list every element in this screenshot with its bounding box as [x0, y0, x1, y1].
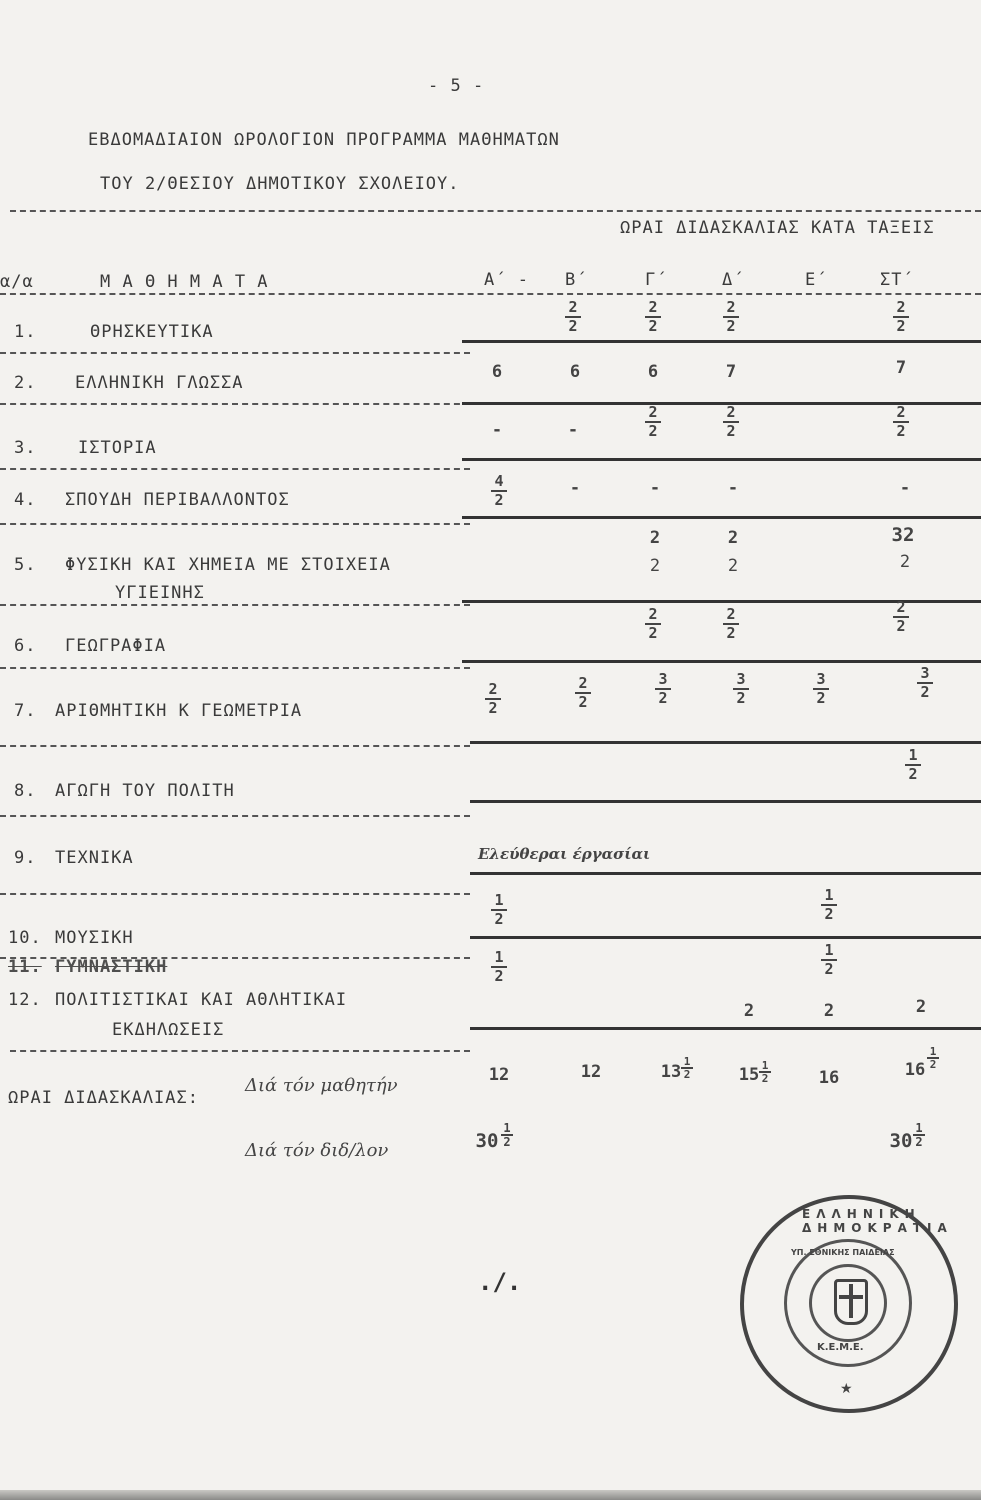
row-9-number: 9.	[14, 848, 37, 868]
page-edge	[0, 1490, 981, 1500]
cell-r5-c: 2	[649, 528, 661, 548]
row-6-number: 6.	[14, 636, 37, 656]
stamp-ring-text: ΕΛΛΗΝΙΚΗ ΔΗΜΟΚΡΑΤΙΑ	[802, 1207, 953, 1235]
cell-r7-e: 3 2	[810, 672, 832, 706]
document-title: ΕΒΔΟΜΑΔΙΑΙΟΝ ΩΡΟΛΟΓΙΟΝ ΠΡΟΓΡΑΜΜΑ ΜΑΘΗΜΑΤΩΝ	[88, 130, 560, 150]
row-rule	[0, 403, 470, 405]
cell-r5-st: 32	[891, 524, 915, 546]
row-11-subject: ΓΥΜΝΑΣΤΙΚΗ	[55, 957, 168, 977]
row-12-subject: ΠΟΛΙΤΙΣΤΙΚΑΙ ΚΑΙ ΑΘΛΗΤΙΚΑΙ	[55, 990, 348, 1010]
row-3-subject: ΙΣΤΟΡΙΑ	[78, 438, 157, 458]
stamp-core	[809, 1264, 887, 1342]
cell-r7-a: 2 2	[482, 682, 504, 716]
cell-r5-c-den: 2	[649, 556, 661, 576]
cell-r4-a: 4 2	[488, 474, 510, 508]
total-student-st-half: 1 2	[926, 1046, 940, 1070]
row-8-number: 8.	[14, 781, 37, 801]
cell-r5-d: 2	[727, 528, 739, 548]
stamp-inner-ring	[784, 1239, 912, 1367]
cell-r9-texnika: Ελεύθεραι έργασίαι	[478, 845, 651, 863]
row-rule	[0, 604, 470, 606]
header-bottom-rule	[0, 293, 981, 295]
cell-r1-st: 2 2	[890, 300, 912, 334]
cell-r2-d: 7	[725, 362, 737, 382]
row-10-number: 10.	[8, 928, 42, 948]
cell-r2-st: 7	[895, 358, 907, 378]
row-5-subject: ΦΥΣΙΚΗ ΚΑΙ ΧΗΜΕΙΑ ΜΕ ΣΤΟΙΧΕΙΑ	[65, 555, 391, 575]
row-12-number: 12.	[8, 990, 42, 1010]
cell-r3-b: -	[567, 420, 579, 440]
cell-r12-st: 2	[915, 997, 927, 1017]
cell-r10-e: 1 2	[818, 888, 840, 922]
cell-r11-a: 1 2	[488, 950, 510, 984]
row-rule	[10, 1050, 470, 1052]
row-4-subject: ΣΠΟΥΔΗ ΠΕΡΙΒΑΛΛΟΝΤΟΣ	[65, 490, 290, 510]
cell-r3-d: 2 2	[720, 405, 742, 439]
cell-r7-st: 3 2	[914, 666, 936, 700]
stamp-inner-text: ΥΠ. ΕΘΝΙΚΗΣ ΠΑΙΔΕΙΑΣ	[791, 1248, 895, 1257]
row-rule	[0, 893, 470, 895]
row-11-number: 11.	[8, 957, 42, 977]
total-student-e: 16	[818, 1068, 840, 1088]
total-student-d: 15	[738, 1065, 760, 1085]
cell-r3-st: 2 2	[890, 405, 912, 439]
per-student-label: Διά τόν μαθητήν	[245, 1075, 398, 1096]
row-rule	[0, 468, 470, 470]
row-2-subject: ΕΛΛΗΝΙΚΗ ΓΛΩΣΣΑ	[75, 373, 244, 393]
cell-r5-d-den: 2	[727, 556, 739, 576]
cell-r11-e: 1 2	[818, 943, 840, 977]
row-12-subject-cont: ΕΚΔΗΛΩΣΕΙΣ	[112, 1020, 225, 1040]
class-d-header: Δ΄	[722, 270, 745, 290]
cell-r3-c: 2 2	[642, 405, 664, 439]
total-student-d-half: 1 2	[758, 1060, 772, 1084]
total-student-st: 16	[904, 1060, 926, 1080]
cell-r12-e: 2	[823, 1001, 835, 1021]
cell-r6-st: 2 2	[890, 600, 912, 634]
coat-of-arms-icon	[834, 1279, 868, 1325]
row-3-number: 3.	[14, 438, 37, 458]
cell-r4-c: -	[649, 478, 661, 498]
class-c-header: Γ΄	[645, 270, 668, 290]
cell-r12-d: 2	[743, 1001, 755, 1021]
row-rule	[0, 667, 470, 669]
total-teacher-a: 30	[475, 1130, 499, 1152]
cell-r6-c: 2 2	[642, 607, 664, 641]
row-rule	[470, 936, 981, 939]
row-rule	[470, 872, 981, 875]
cell-r1-b: 2 2	[562, 300, 584, 334]
cell-r4-b: -	[569, 478, 581, 498]
cell-r1-c: 2 2	[642, 300, 664, 334]
cell-r8-st: 1 2	[902, 748, 924, 782]
total-student-c-half: 1 2	[680, 1056, 694, 1080]
row-10-subject: ΜΟΥΣΙΚΗ	[55, 928, 134, 948]
cell-r1-d: 2 2	[720, 300, 742, 334]
row-6-subject: ΓΕΩΓΡΑΦΙΑ	[65, 636, 167, 656]
hours-label: ΩΡΑΙ ΔΙΔΑΣΚΑΛΙΑΣ:	[8, 1088, 199, 1108]
cell-r7-d: 3 2	[730, 672, 752, 706]
row-8-subject: ΑΓΩΓΗ ΤΟΥ ΠΟΛΙΤΗ	[55, 781, 235, 801]
official-stamp	[740, 1195, 958, 1413]
cell-r4-st: -	[899, 478, 911, 498]
row-9-subject: ΤΕΧΝΙΚΑ	[55, 848, 134, 868]
row-rule	[462, 516, 981, 519]
class-a-header: Α΄ -	[484, 270, 529, 290]
continuation-mark: ./.	[478, 1268, 522, 1296]
total-teacher-st-half: 1 2	[912, 1122, 926, 1148]
total-student-a: 12	[488, 1065, 510, 1085]
index-column-header: α/α	[0, 272, 34, 292]
row-5-subject-cont: ΥΓΙΕΙΝΗΣ	[115, 583, 205, 603]
total-teacher-a-half: 1 2	[500, 1122, 514, 1148]
row-rule	[462, 340, 981, 343]
stamp-bottom-text: Κ.Ε.Μ.Ε.	[817, 1342, 864, 1353]
cell-r4-d: -	[727, 478, 739, 498]
cell-r6-d: 2 2	[720, 607, 742, 641]
cell-r2-c: 6	[647, 362, 659, 382]
page-number: - 5 -	[428, 76, 485, 96]
hours-caption: ΩΡΑΙ ΔΙΔΑΣΚΑΛΙΑΣ ΚΑΤΑ ΤΑΞΕΙΣ	[620, 218, 935, 238]
document-subtitle: ΤΟΥ 2/ΘΕΣΙΟΥ ΔΗΜΟΤΙΚΟΥ ΣΧΟΛΕΙΟΥ.	[100, 174, 460, 194]
total-student-c: 13	[660, 1062, 682, 1082]
row-5-number: 5.	[14, 555, 37, 575]
cell-r3-a: -	[491, 420, 503, 440]
cell-r5-st-den: 2	[899, 552, 911, 572]
row-rule	[470, 1027, 981, 1030]
row-rule	[470, 741, 981, 744]
per-teacher-label: Διά τόν διδ/λον	[245, 1140, 389, 1161]
star-icon: ★	[840, 1381, 853, 1397]
cell-r2-b: 6	[569, 362, 581, 382]
subjects-column-header: Μ Α Θ Η Μ Α Τ Α	[100, 272, 269, 292]
row-1-number: 1.	[14, 322, 37, 342]
header-rule	[10, 210, 981, 212]
row-4-number: 4.	[14, 490, 37, 510]
row-7-subject: ΑΡΙΘΜΗΤΙΚΗ Κ ΓΕΩΜΕΤΡΙΑ	[55, 701, 303, 721]
row-1-subject: ΘΡΗΣΚΕΥΤΙΚΑ	[90, 322, 214, 342]
cell-r2-a: 6	[491, 362, 503, 382]
class-e-header: Ε΄	[805, 270, 828, 290]
cell-r7-b: 2 2	[572, 676, 594, 710]
class-b-header: Β΄	[565, 270, 588, 290]
row-rule	[470, 800, 981, 803]
row-rule	[462, 660, 981, 663]
total-teacher-st: 30	[889, 1130, 913, 1152]
row-7-number: 7.	[14, 701, 37, 721]
row-rule	[0, 352, 470, 354]
row-rule	[0, 815, 470, 817]
total-student-b: 12	[580, 1062, 602, 1082]
row-rule	[0, 745, 470, 747]
class-st-header: ΣΤ΄	[880, 270, 914, 290]
row-rule	[462, 458, 981, 461]
row-rule	[0, 523, 470, 525]
cell-r7-c: 3 2	[652, 672, 674, 706]
cell-r10-a: 1 2	[488, 893, 510, 927]
row-2-number: 2.	[14, 373, 37, 393]
